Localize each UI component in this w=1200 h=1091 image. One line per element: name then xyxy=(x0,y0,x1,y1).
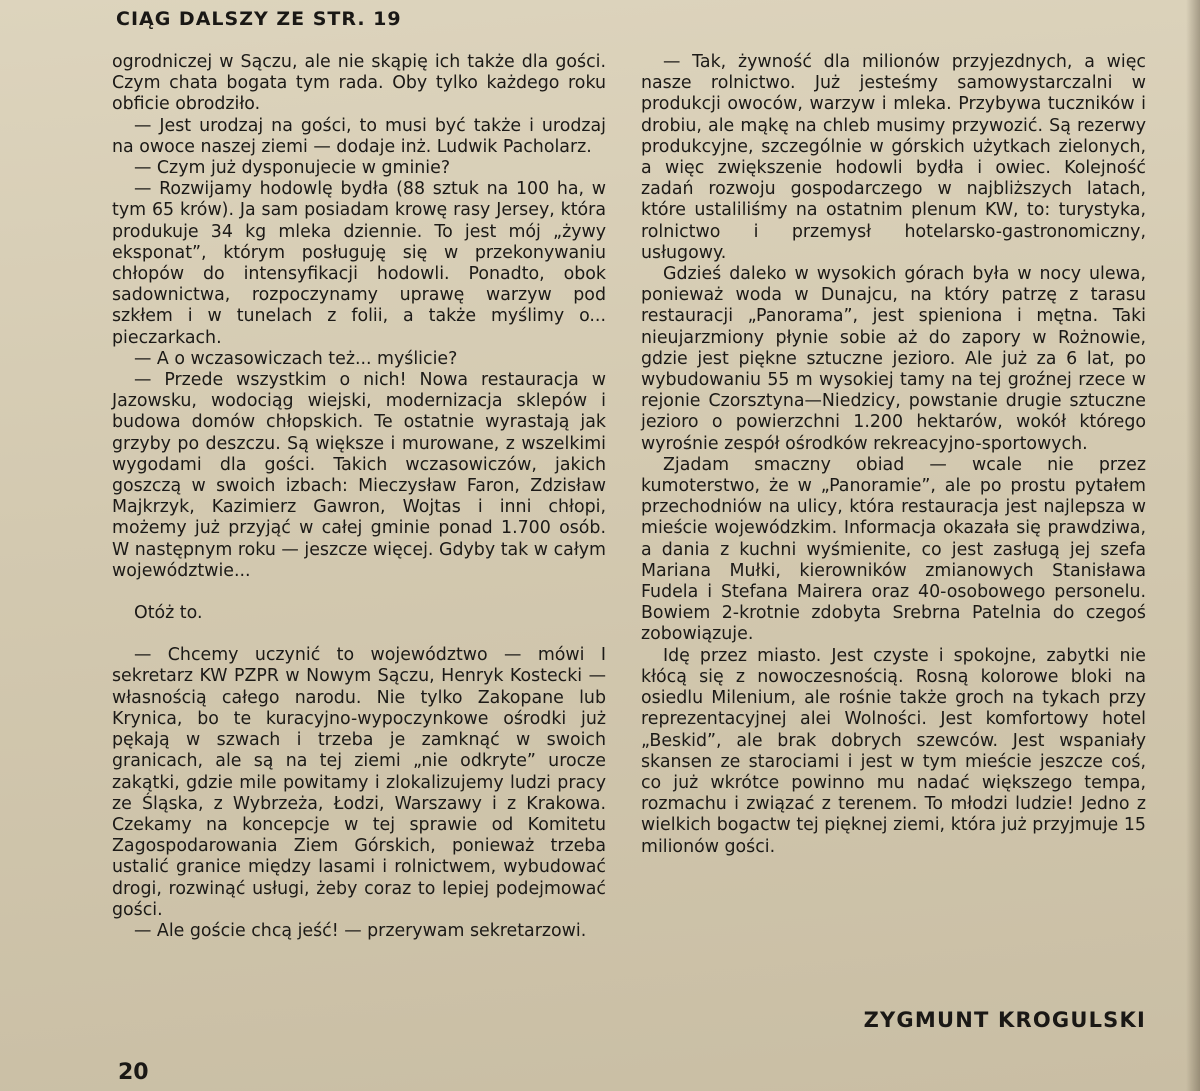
paragraph: Otóż to. xyxy=(134,603,203,624)
paragraph: Idę przez miasto. Jest czyste i spokojne, zabytki nie kłócą się z nowoczesnością. Rosną kolorowe bloki na osiedlu Milenium, ale rośnie także groch na tykach przy reprezentacyjnej alei Wolności. Jest komfortowy hotel „Beskid”, ale brak dobrych szewców. Jest wspaniały skansen ze starociami i jest w tym mieście jeszcze coś, co już wkrótce powinno mu nadać większego tempa, rozmachu i związać z terenem. To młodzi ludzie! Jedno z wielkich bogactw tej pięknej ziemi, która już przyjmuje 15 milionów gości. xyxy=(641,645,1146,857)
paragraph: Zjadam smaczny obiad — wcale nie przez kumoterstwo, że w „Panoramie”, ale po prostu pytałem przechodniów na ulicy, która restauracja jest najlepsza w mieście wojewódzkim. Informacja okazała się prawdziwa, a dania z kuchni wyśmienite, co jest zasługą jej szefa Mariana Mułki, kierowników zmianowych Stanisława Fudela i Stefana Mairera oraz 40-osobowego personelu. Bowiem 2-krotnie zdobyta Srebrna Patelnia do czegoś zobowiązuje. xyxy=(641,454,1146,645)
paragraph: — A o wczasowiczach też... myślicie? xyxy=(134,348,458,369)
paragraph: — Rozwijamy hodowlę bydła (88 sztuk na 100 ha, w tym 65 krów). Ja sam posiadam krowę rasy Jersey, która produkuje 34 kg mleka dziennie. To jest mój „żywy eksponat”, którym posługuję się w przekonywaniu chłopów do intensyfikacji hodowli. Ponadto, obok sadownictwa, rozpoczynamy uprawę warzyw pod szkłem i w tunelach z folii, a także myślimy o... pieczarkach. xyxy=(112,179,606,348)
paragraph: — Jest urodzaj na gości, to musi być także i urodzaj na owoce naszej ziemi — dodaje inż. Ludwik Pacholarz. xyxy=(112,115,606,157)
paragraph: — Chcemy uczynić to województwo — mówi I sekretarz KW PZPR w Nowym Sączu, Henryk Kostecki — własnością całego narodu. Nie tylko Zakopane lub Krynica, bo te kuracyjno-wypoczynkowe ośrodki już pękają w szwach i trzeba je zamknąć w swoich granicach, ale są na tej ziemi „nie odkryte” urocze zakątki, gdzie mile powitamy i zlokalizujemy ludzi pracy ze Śląska, z Wybrzeża, Łodzi, Warszawy i z Krakowa. Czekamy na koncepcje w tej sprawie od Komitetu Zagospodarowania Ziem Górskich, ponieważ trzeba ustalić granice między lasami i rolnictwem, wybudować drogi, rozwinąć usługi, żeby coraz to lepiej podejmować gości. xyxy=(112,645,606,920)
paragraph: ogrodniczej w Sączu, ale nie skąpię ich także dla gości. Czym chata bogata tym rada. Oby tylko każdego roku obficie obrodziło. xyxy=(112,52,606,115)
left-column xyxy=(112,52,606,942)
author-byline: ZYGMUNT KROGULSKI xyxy=(863,1008,1146,1032)
continuation-header: CIĄG DALSZY ZE STR. 19 xyxy=(116,8,402,30)
page-number: 20 xyxy=(118,1060,149,1085)
paragraph: — Czym już dysponujecie w gminie? xyxy=(134,158,451,179)
page-edge-shadow xyxy=(1186,0,1200,1091)
paragraph: — Przede wszystkim o nich! Nowa restauracja w Jazowsku, wodociąg wiejski, modernizacja sklepów i budowa domów chłopskich. Te ostatnie wyrastają jak grzyby po deszczu. Są większe i murowane, z wszelkimi wygodami dla gości. Takich wczasowiczów, jakich goszczą w swoich izbach: Mieczysław Faron, Zdzisław Majkrzyk, Kazimierz Gawron, Wojtas i inni chłopi, możemy już przyjąć w całej gminie ponad 1.700 osób. W następnym roku — jeszcze więcej. Gdyby tak w całym województwie... xyxy=(112,370,606,581)
paragraph: Gdzieś daleko w wysokich górach była w nocy ulewa, ponieważ woda w Dunajcu, na który patrzę z tarasu restauracji „Panorama”, jest spieniona i mętna. Taki nieujarzmiony płynie sobie aż do zapory w Rożnowie, gdzie jest piękne sztuczne jezioro. Ale już za 6 lat, po wybudowaniu 55 m wysokiej tamy na tej groźnej rzece w rejonie Czorsztyna—Niedzicy, powstanie drugie sztuczne jezioro o powierzchni 1.200 hektarów, wokół którego wyrośnie zespół ośrodków rekreacyjno-sportowych. xyxy=(641,264,1146,454)
paragraph: — Ale goście chcą jeść! — przerywam sekretarzowi. xyxy=(134,920,587,941)
paragraph: — Tak, żywność dla milionów przyjezdnych, a więc nasze rolnictwo. Już jesteśmy samowystarczalni w produkcji owoców, warzyw i mleka. Przybywa tuczników i drobiu, ale mąkę na chleb musimy przywozić. Są rezerwy produkcyjne, szczególnie w górskich użytkach zielonych, a więc zwiększenie hodowli bydła i owiec. Kolejność zadań rozwoju gospodarczego w najbliższych latach, które ustaliliśmy na ostatnim plenum KW, to: turystyka, rolnictwo i przemysł hotelarsko-gastronomiczny, usługowy. xyxy=(641,52,1146,263)
right-column xyxy=(641,52,1146,858)
